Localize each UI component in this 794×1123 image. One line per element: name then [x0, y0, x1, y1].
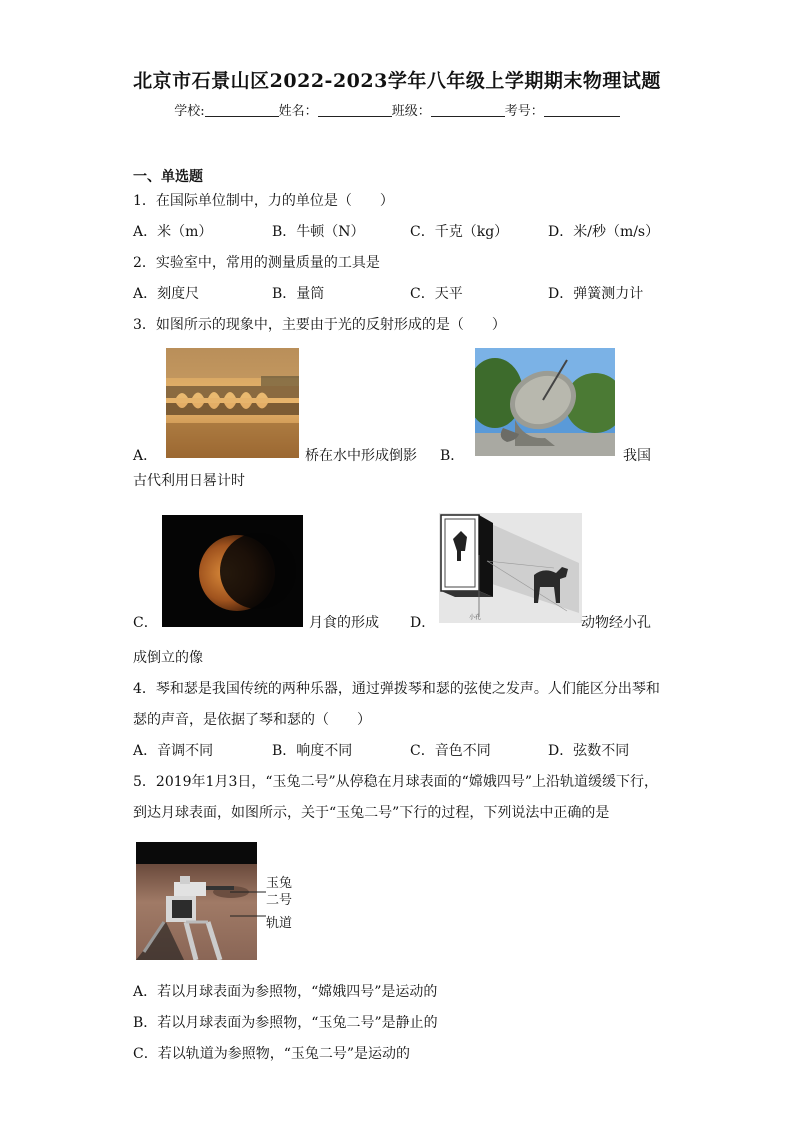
q4-stem-line2: 瑟的声音，是依据了琴和瑟的（ ） [133, 712, 371, 728]
rover-label-line1: 玉兔 [266, 876, 293, 891]
track-label: 轨道 [266, 916, 293, 931]
q1-option-c[interactable]: C．千克（kg） [410, 224, 509, 240]
section-heading: 一、单选题 [133, 169, 203, 185]
q3-option-a-letter[interactable]: A． [133, 448, 158, 464]
q4-option-c[interactable]: C．音色不同 [410, 743, 491, 759]
q3-option-d-letter[interactable]: D． [410, 615, 436, 631]
pinhole-label: 小孔 [469, 615, 482, 621]
sundial-image [475, 348, 615, 456]
school-label: 学校: [174, 104, 205, 119]
q3-option-b-text: 我国 [623, 448, 651, 464]
q5-option-a[interactable]: A．若以月球表面为参照物，“嫦娥四号”是运动的 [133, 984, 438, 1000]
pinhole-camera-image [439, 513, 582, 623]
student-info-line [0, 100, 794, 119]
q2-option-b[interactable]: B．量筒 [272, 286, 325, 302]
q1-stem: 1．在国际单位制中，力的单位是（ ） [133, 193, 394, 209]
q3-option-a-text: 桥在水中形成倒影 [305, 448, 417, 464]
q5-pointer-lines [230, 880, 270, 920]
q5-option-c[interactable]: C．若以轨道为参照物，“玉兔二号”是运动的 [133, 1046, 411, 1062]
q2-option-d[interactable]: D．弹簧测力计 [548, 286, 644, 302]
bridge-reflection-image [166, 348, 299, 458]
rover-label-line2: 二号 [266, 893, 293, 908]
q5-stem-line1: 5．2019年1月3日，“玉兔二号”从停稳在月球表面的“嫦娥四号”上沿轨道缓缓下行， [133, 774, 658, 790]
q3-option-b-letter[interactable]: B． [440, 448, 465, 464]
q4-option-b[interactable]: B．响度不同 [272, 743, 353, 759]
q5-option-b[interactable]: B．若以月球表面为参照物，“玉兔二号”是静止的 [133, 1015, 438, 1031]
q1-option-d[interactable]: D．米/秒（m/s） [548, 224, 660, 240]
q4-stem-line1: 4．琴和瑟是我国传统的两种乐器，通过弹拨琴和瑟的弦使之发声。人们能区分出琴和 [133, 681, 660, 697]
class-blank[interactable] [431, 102, 505, 117]
school-blank[interactable] [205, 102, 279, 117]
q3-option-b-continuation: 古代利用日晷计时 [133, 473, 245, 489]
q3-stem: 3．如图所示的现象中，主要由于光的反射形成的是（ ） [133, 317, 506, 333]
q3-option-c-text: 月食的形成 [309, 615, 379, 631]
q3-option-d-continuation: 成倒立的像 [133, 650, 203, 666]
q2-stem: 2．实验室中，常用的测量质量的工具是 [133, 255, 380, 271]
q2-option-a[interactable]: A．刻度尺 [133, 286, 200, 302]
name-blank[interactable] [318, 102, 392, 117]
q5-stem-line2: 到达月球表面，如图所示，关于“玉兔二号”下行的过程，下列说法中正确的是 [133, 805, 610, 821]
q1-option-a[interactable]: A．米（m） [133, 224, 213, 240]
q1-option-b[interactable]: B．牛顿（N） [272, 224, 365, 240]
lunar-eclipse-image [162, 515, 303, 627]
rover-label [266, 875, 292, 909]
q3-option-c-letter[interactable]: C． [133, 615, 158, 631]
q3-option-d-text: 动物经小孔 [581, 615, 651, 631]
name-label: 姓名： [278, 104, 318, 119]
exam-no-label: 考号： [504, 104, 544, 119]
q2-option-c[interactable]: C．天平 [410, 286, 463, 302]
exam-no-blank[interactable] [544, 102, 620, 117]
page-title: 北京市石景山区2022-2023学年八年级上学期期末物理试题 [133, 70, 661, 92]
q4-option-d[interactable]: D．弦数不同 [548, 743, 630, 759]
q4-option-a[interactable]: A．音调不同 [133, 743, 214, 759]
class-label: 班级： [391, 104, 431, 119]
